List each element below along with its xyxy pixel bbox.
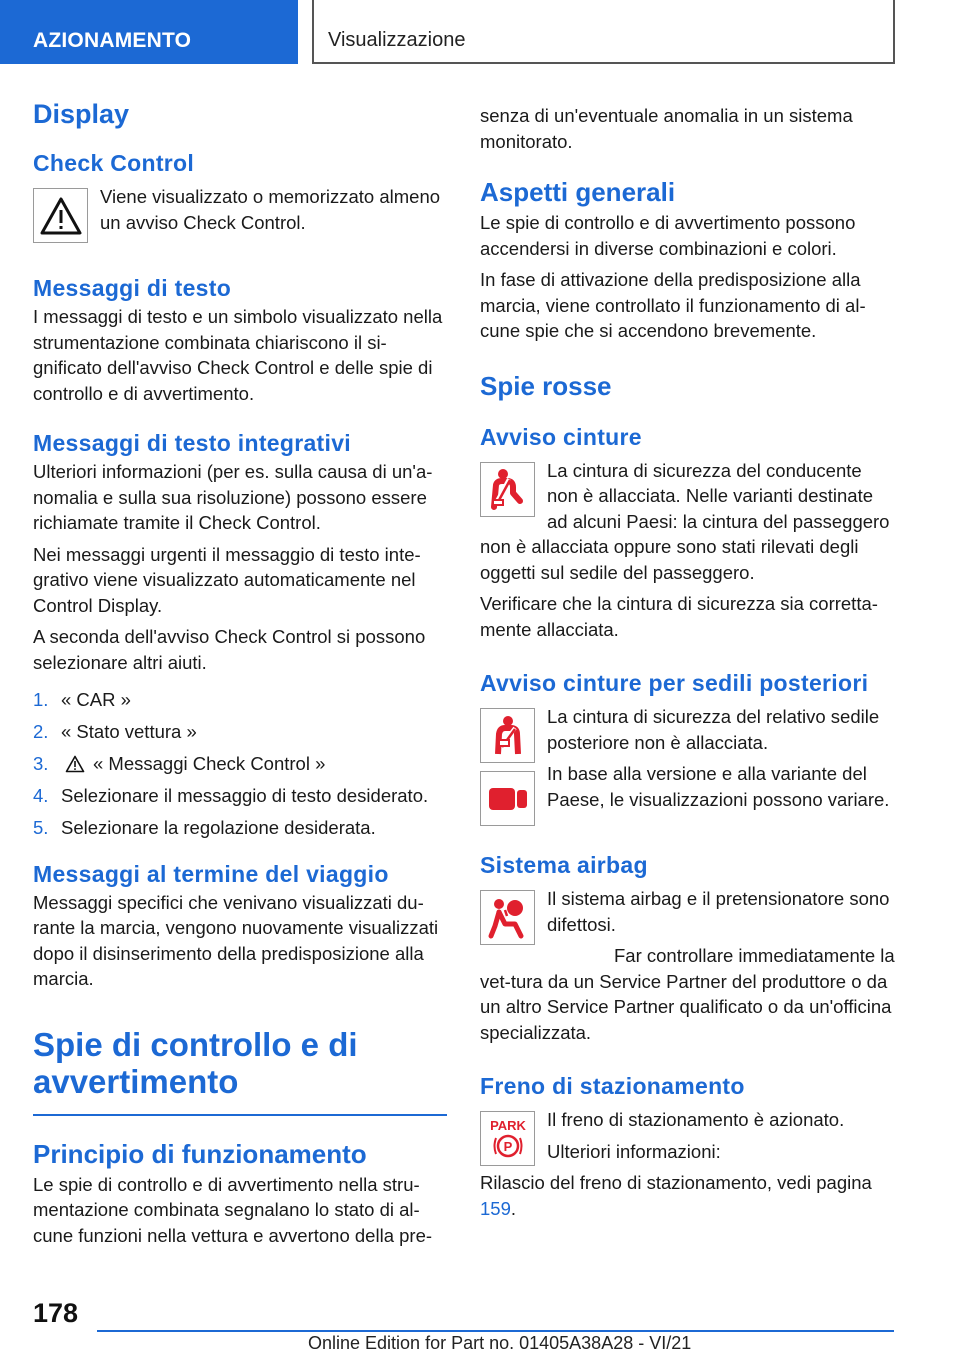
heading-aspetti: Aspetti generali <box>480 177 676 207</box>
step-text: « CAR » <box>61 689 131 710</box>
park-symbol: P <box>503 1138 512 1154</box>
rear-seat-status-icon <box>487 784 529 814</box>
posteriori-p1: La cintura di sicurezza del relativo sedile posteriore non è allacciata. <box>547 706 880 753</box>
step-number: 2. <box>33 721 49 742</box>
step-text: « Messaggi Check Control » <box>93 753 326 774</box>
page-number: 178 <box>33 1298 79 1328</box>
heading-spie: Spie di controllo e di avvertimento <box>33 1025 358 1100</box>
step-text: Selezionare la regolazione desiderata. <box>61 817 376 838</box>
left-column <box>33 98 447 1248</box>
rear-seat-status-icon-box <box>480 771 535 826</box>
heading-integrativi: Messaggi di testo integrativi <box>33 430 351 456</box>
check-control-text: Viene visualizzato o memorizzato almeno un avviso Check Control. <box>100 186 441 233</box>
integrativi-p3: A seconda dell'avviso Check Control si possono selezionare altri aiuti. <box>33 626 426 673</box>
termine-text: Messaggi specifici che venivano visualizzati du-rante la marcia, vengono nuovamente visualizzati dopo il disinserimento della predisposizione alla marcia. <box>33 891 439 989</box>
heading-airbag: Sistema airbag <box>480 852 648 878</box>
heading-cinture-posteriori: Avviso cinture per sedili posteriori <box>480 670 869 696</box>
freno-p3-end: . <box>510 1197 517 1219</box>
posteriori-p2: In base alla versione e alla variante del Paese, le visualizzazioni possono variare. <box>547 763 890 810</box>
list-item <box>33 687 447 713</box>
list-item <box>33 751 447 777</box>
list-item <box>33 783 447 809</box>
continuation-text: senza di un'eventuale anomalia in un sistema monitorato. <box>480 105 853 152</box>
airbag-p2: Far controllare immediatamente la vet-tura da un Service Partner del produttore o da un altro Service Partner qualificato o da un'officina specializzata. <box>480 945 895 1043</box>
cinture-p2: Verificare che la cintura di sicurezza sia corretta-mente allacciata. <box>480 593 878 640</box>
heading-display: Display <box>33 99 130 129</box>
heading-messaggi-testo: Messaggi di testo <box>33 275 232 301</box>
airbag-warning-icon <box>487 896 529 940</box>
freno-p1: Il freno di stazionamento è azionato. <box>547 1109 845 1130</box>
seatbelt-icon-box <box>480 462 535 517</box>
parking-brake-icon <box>485 1115 531 1163</box>
footer-divider <box>97 1330 894 1332</box>
heading-check-control: Check Control <box>33 150 195 176</box>
heading-spie-rosse: Spie rosse <box>480 370 612 401</box>
integrativi-p2: Nei messaggi urgenti il messaggio di testo inte-grativo viene visualizzato automaticamente nel Control Display. <box>33 543 421 616</box>
step-number: 5. <box>33 817 49 838</box>
step-number: 3. <box>33 753 49 774</box>
step-text: Selezionare il messaggio di testo desiderato. <box>61 785 429 806</box>
step-number: 1. <box>33 689 49 710</box>
chapter-title: Visualizzazione <box>328 29 466 51</box>
list-item <box>33 719 447 745</box>
steps-list <box>33 687 447 841</box>
messaggi-testo-text: I messaggi di testo e un simbolo visualizzato nella strumentazione combinata chiariscono il si-gnificato dell'avviso Check Control e delle spie di controllo e di avvertimento. <box>33 306 443 404</box>
chapter-tab <box>312 0 895 64</box>
rear-seatbelt-warning-icon <box>487 714 529 758</box>
section-tab <box>0 0 298 64</box>
rear-seatbelt-icon-box <box>480 708 535 763</box>
freno-p2: Ulteriori informazioni: <box>547 1140 721 1162</box>
freno-p3 <box>480 1170 896 1221</box>
section-title: AZIONAMENTO <box>33 29 192 52</box>
heading-termine: Messaggi al termine del viaggio <box>33 860 389 887</box>
footer-edition: Online Edition for Part no. 01405A38A28 - VI/21 <box>308 1333 692 1353</box>
freno-p3-text: Rilascio del freno di stazionamento, vedi pagina <box>480 1172 872 1193</box>
section-divider <box>33 1114 447 1116</box>
airbag-p1: Il sistema airbag e il pretensionatore sono difettosi. <box>547 888 890 935</box>
step-text: « Stato vettura » <box>61 721 197 742</box>
parking-brake-icon-box <box>480 1111 535 1166</box>
warning-triangle-icon-box <box>33 188 88 243</box>
park-label: PARK <box>489 1117 526 1133</box>
aspetti-p1: Le spie di controllo e di avvertimento possono accendersi in diverse combinazioni e colori. <box>480 212 856 259</box>
list-item <box>33 815 447 841</box>
heading-freno: Freno di stazionamento <box>480 1073 745 1099</box>
warning-triangle-icon <box>65 755 85 773</box>
heading-principio: Principio di funzionamento <box>33 1138 367 1169</box>
warning-triangle-icon <box>39 196 83 236</box>
right-column <box>480 103 896 1221</box>
integrativi-p1: Ulteriori informazioni (per es. sulla causa di un'a-nomalia e sulla sua risoluzione) possono essere richiamate tramite il Check Control. <box>33 461 433 533</box>
seatbelt-warning-icon <box>487 467 529 511</box>
principio-text: Le spie di controllo e di avvertimento nella stru-mentazione combinata segnalano lo stato di al-cune funzioni nella vettura e avvertono della pre- <box>33 1173 433 1246</box>
step-number: 4. <box>33 785 49 806</box>
airbag-icon-box <box>480 890 535 945</box>
page-link[interactable]: 159 <box>480 1197 511 1219</box>
aspetti-p2: In fase di attivazione della predisposizione alla marcia, viene controllato il funzionamento di al-cune spie che si accendono brevemente. <box>480 269 866 341</box>
cinture-p1: La cintura di sicurezza del conducente non è allacciata. Nelle varianti destinate ad alcuni Paesi: la cintura del passeggero non è allacciata oppure sono stati rilevati degli oggetti sul sedile del passeggero. <box>480 459 890 583</box>
heading-avviso-cinture: Avviso cinture <box>480 423 642 450</box>
